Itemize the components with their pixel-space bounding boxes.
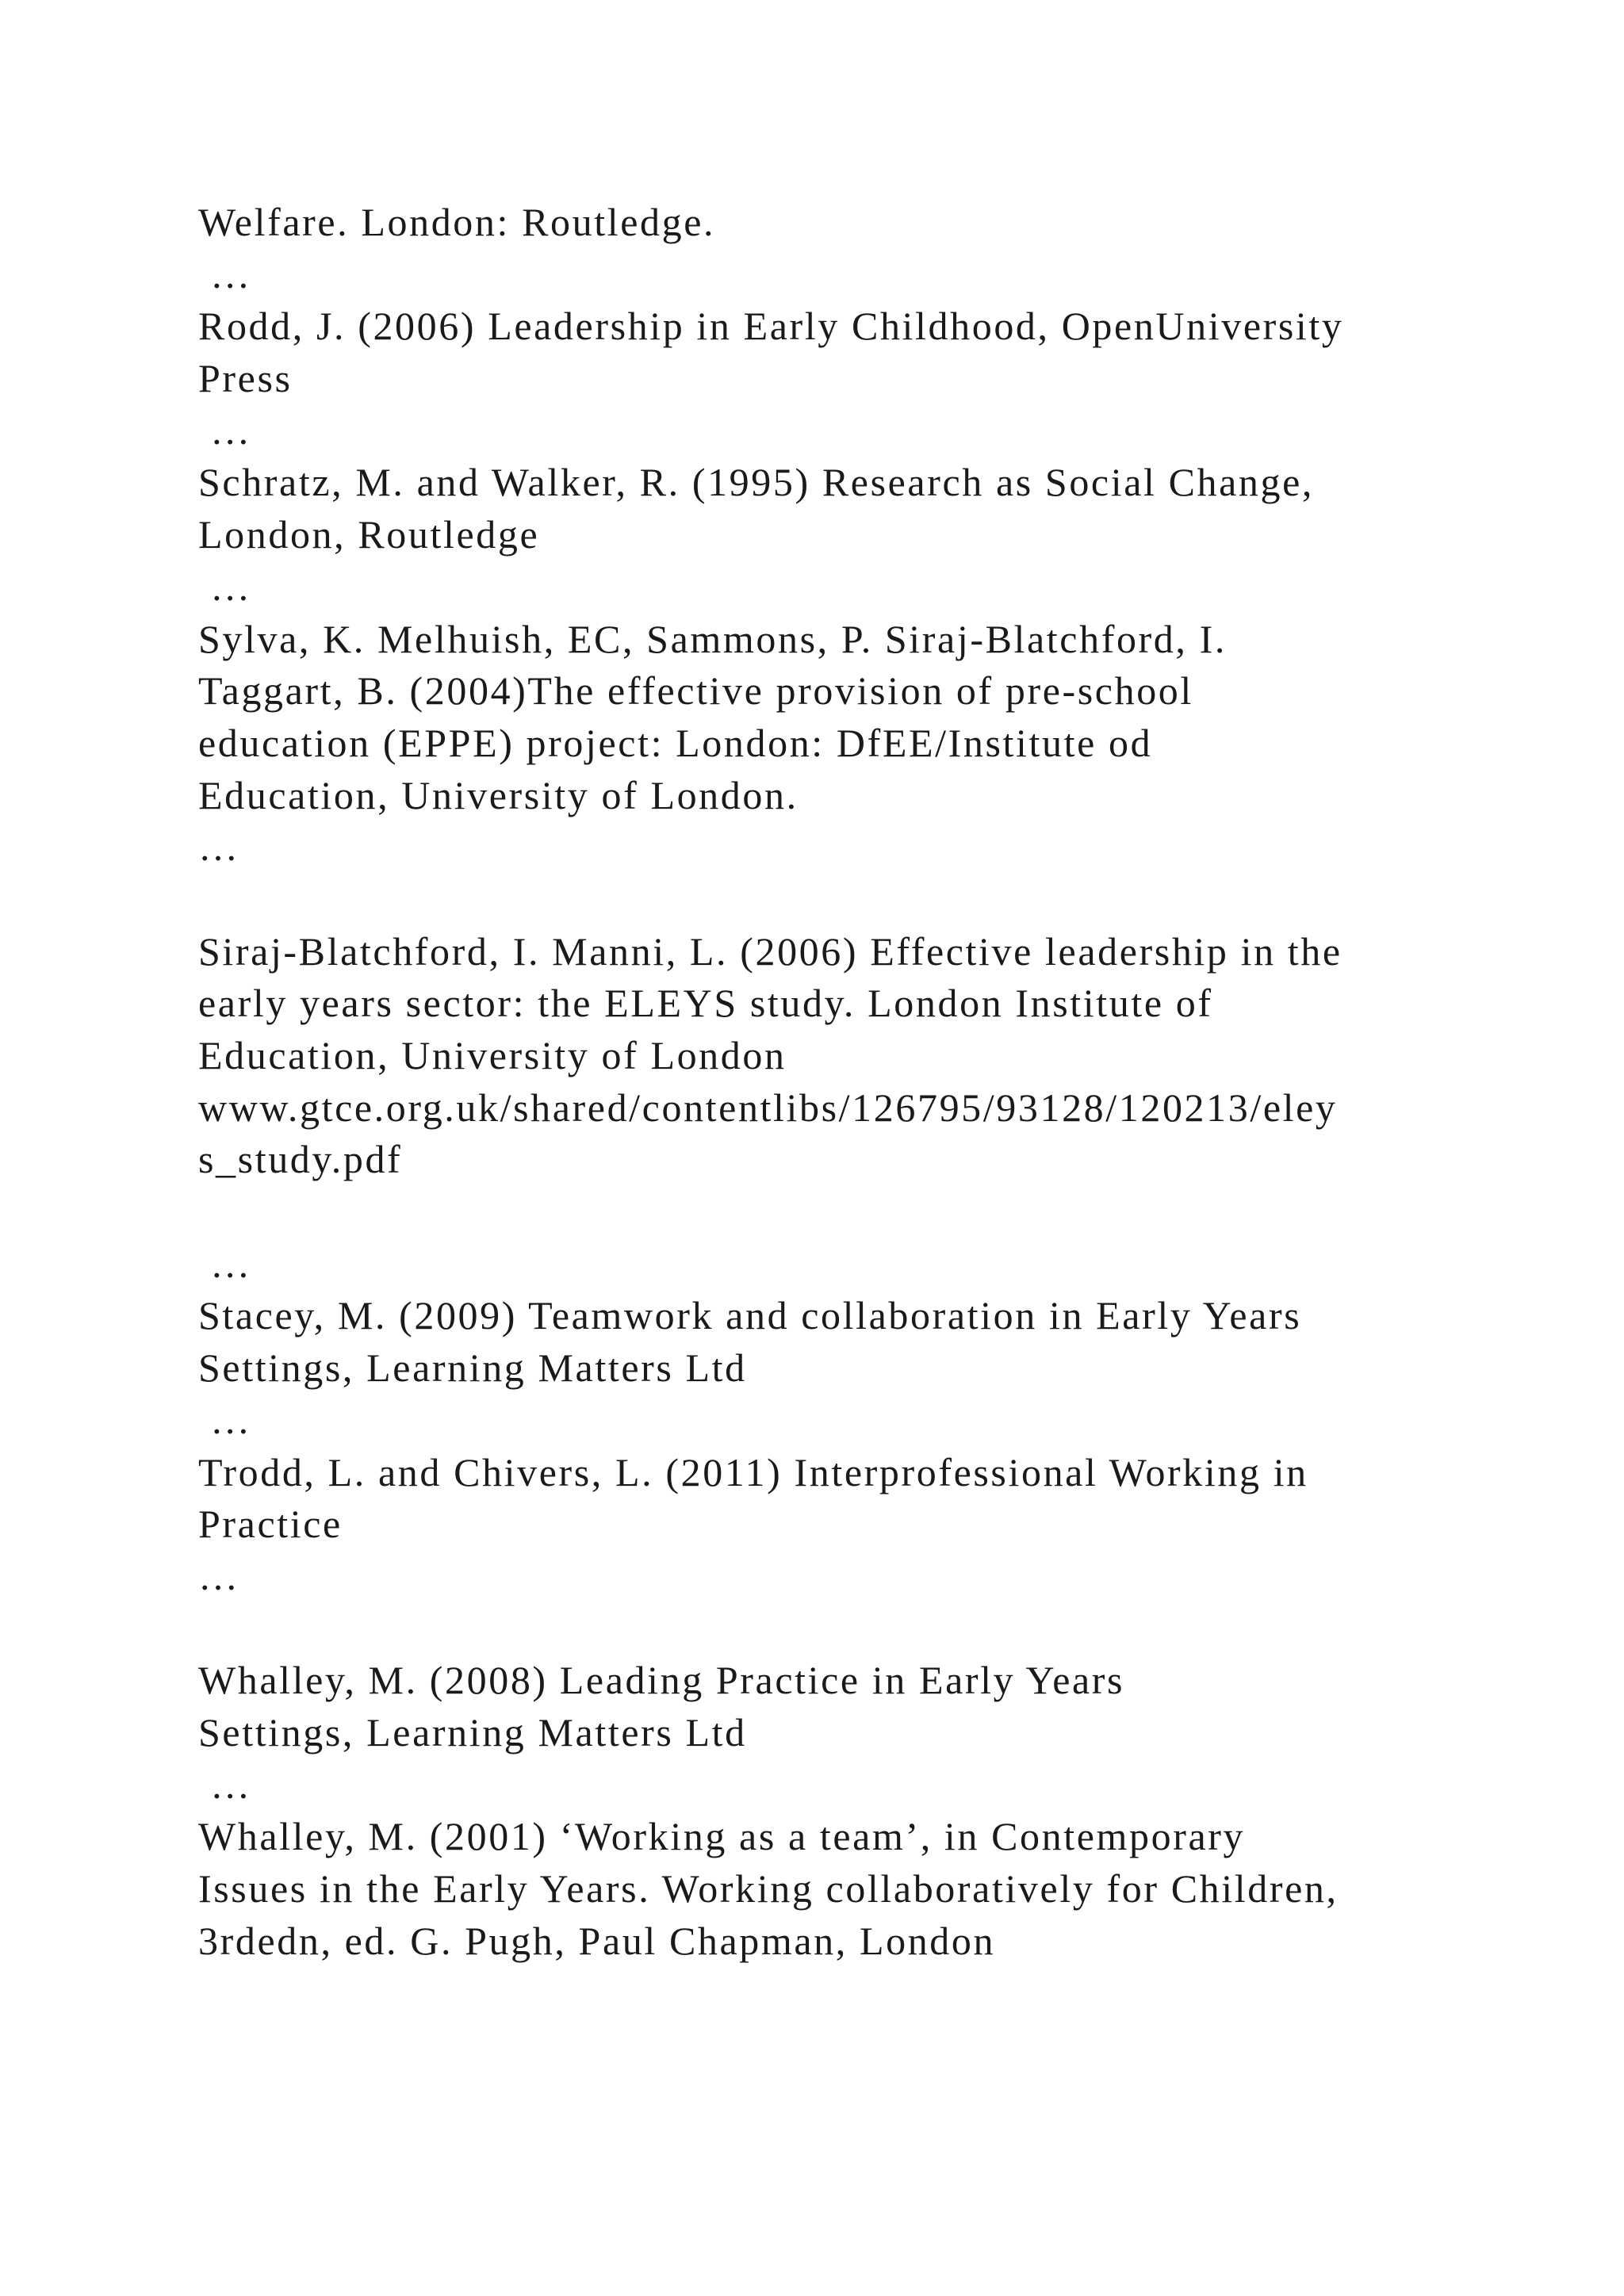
reference-line: education (EPPE) project: London: DfEE/Institute od <box>198 720 1153 765</box>
reference-separator: … <box>198 1553 240 1598</box>
blank-line <box>198 874 1546 926</box>
reference-separator: … <box>198 1241 252 1286</box>
reference-separator: … <box>198 251 252 297</box>
reference-line: Sylva, K. Melhuish, EC, Sammons, P. Siraj-Blatchford, I. <box>198 616 1227 661</box>
reference-line: Practice <box>198 1502 343 1547</box>
reference-line: Press <box>198 356 293 401</box>
reference-separator: … <box>198 1762 252 1807</box>
reference-line: Welfare. London: Routledge. <box>198 200 716 244</box>
reference-url: www.gtce.org.uk/shared/contentlibs/126795/93128/120213/eley <box>198 1085 1338 1130</box>
reference-line: Rodd, J. (2006) Leadership in Early Childhood, OpenUniversity <box>198 304 1344 349</box>
reference-line: 3rdedn, ed. G. Pugh, Paul Chapman, London <box>198 1918 996 1963</box>
reference-line: Whalley, M. (2008) Leading Practice in Early Years <box>198 1658 1125 1703</box>
reference-separator: … <box>198 1397 252 1442</box>
reference-line: early years sector: the ELEYS study. London Institute of <box>198 981 1213 1026</box>
reference-line: Trodd, L. and Chivers, L. (2011) Interprofessional Working in <box>198 1449 1308 1494</box>
reference-line: Whalley, M. (2001) ‘Working as a team’, in Contemporary <box>198 1814 1246 1859</box>
reference-url: s_study.pdf <box>198 1137 403 1182</box>
reference-separator: … <box>198 408 252 453</box>
reference-list <box>198 197 1546 1967</box>
blank-line <box>198 1603 1546 1655</box>
reference-line: Siraj-Blatchford, I. Manni, L. (2006) Effective leadership in the <box>198 928 1342 974</box>
reference-line: Stacey, M. (2009) Teamwork and collaboration in Early Years <box>198 1293 1302 1338</box>
reference-line: Settings, Learning Matters Ltd <box>198 1345 747 1391</box>
reference-line: Issues in the Early Years. Working collaboratively for Children, <box>198 1866 1339 1911</box>
reference-line: Education, University of London. <box>198 772 799 817</box>
reference-line: London, Routledge <box>198 512 540 557</box>
reference-line: Taggart, B. (2004)The effective provision of pre-school <box>198 668 1193 714</box>
reference-line: Schratz, M. and Walker, R. (1995) Research as Social Change, <box>198 460 1315 505</box>
reference-line: Education, University of London <box>198 1033 787 1077</box>
reference-line: Settings, Learning Matters Ltd <box>198 1709 747 1755</box>
reference-separator: … <box>198 825 240 870</box>
reference-separator: … <box>198 564 252 609</box>
blank-line <box>198 1186 1546 1238</box>
